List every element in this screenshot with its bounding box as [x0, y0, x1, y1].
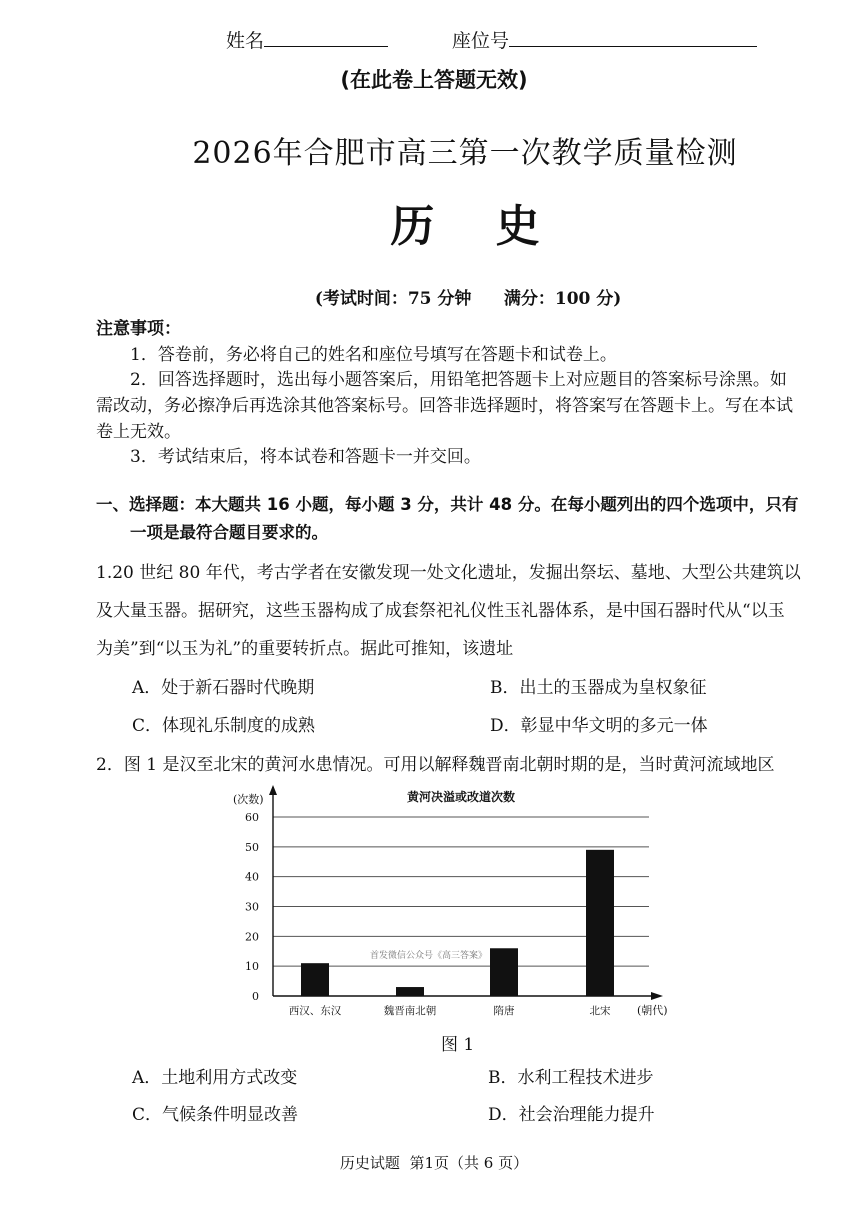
- score-info: 满分：100 分): [503, 289, 622, 309]
- y-tick-label-0: 0: [252, 990, 259, 1003]
- x-tick-label-3: 隋唐: [493, 1005, 515, 1017]
- x-tick-label-2: 魏晋南北朝: [383, 1005, 437, 1017]
- name-blank: [264, 45, 388, 47]
- time-info: (考试时间：75 分钟: [314, 289, 472, 309]
- y-tick-label-40: 40: [245, 870, 259, 884]
- y-tick-label-60: 60: [245, 811, 259, 824]
- q2-stem: 2．图 1 是汉至北宋的黄河水患情况。可用以解释魏晋南北朝时期的是，当时黄河流域地区: [96, 755, 775, 775]
- y-axis-label: (次数): [233, 793, 264, 806]
- q2-figure-caption: 图 1: [441, 1035, 475, 1055]
- subject-title: 历 史: [390, 201, 540, 252]
- bar-1: [301, 963, 329, 996]
- exam-title: 2026年合肥市高三第一次教学质量检测: [192, 136, 738, 171]
- seat-label: 座位号: [452, 30, 510, 52]
- y-tick-label-20: 20: [245, 930, 259, 944]
- page-footer: 历史试题 第1页（共 6 页）: [339, 1154, 529, 1172]
- q1-stem-1: 1.20 世纪 80 年代，考古学者在安徽发现一处文化遗址，发掘出祭坛、墓地、大型公共建筑以: [96, 563, 801, 583]
- seat-field: [452, 26, 757, 53]
- bar-2: [396, 987, 424, 996]
- watermark-text: 首发微信公众号《高三答案》: [370, 951, 488, 961]
- seat-blank: [509, 45, 757, 47]
- q2-option-b: B．水利工程技术进步: [488, 1068, 654, 1088]
- y-axis-arrow: [269, 785, 277, 795]
- notice-item-2: 2．回答选择题时，选出每小题答案后，用铅笔把答题卡上对应题目的答案标号涂黑。如: [130, 370, 787, 390]
- q1-option-b: B．出土的玉器成为皇权象征: [490, 678, 707, 698]
- name-label: 姓名: [226, 30, 265, 52]
- invalid-note: (在此卷上答题无效): [340, 68, 528, 92]
- bar-3: [490, 948, 518, 996]
- section-heading: 一、选择题：本大题共 16 小题，每小题 3 分，共计 48 分。在每小题列出的四个选项中，只有: [96, 495, 799, 514]
- q2-option-c: C．气候条件明显改善: [132, 1105, 299, 1125]
- bar-4: [586, 850, 614, 996]
- x-axis-label: (朝代): [637, 1004, 668, 1017]
- notice-item-3: 3．考试结束后，将本试卷和答题卡一并交回。: [130, 447, 481, 467]
- q2-chart: [225, 780, 685, 1030]
- q1-option-a: A．处于新石器时代晚期: [132, 678, 315, 698]
- q1-option-d: D．彰显中华文明的多元一体: [490, 716, 708, 736]
- notice-item-1: 1．答卷前，务必将自己的姓名和座位号填写在答题卡和试卷上。: [130, 345, 617, 365]
- x-tick-label-4: 北宋: [589, 1005, 611, 1017]
- notice-heading: 注意事项：: [96, 319, 181, 339]
- x-tick-label-1: 西汉、东汉: [288, 1005, 342, 1017]
- y-tick-label-50: 50: [245, 840, 259, 854]
- exam-info: [304, 264, 621, 309]
- name-field: [226, 26, 388, 53]
- notice-item-2-end: 卷上无效。: [96, 422, 181, 442]
- q2-option-d: D．社会治理能力提升: [488, 1105, 655, 1125]
- x-axis-arrow: [651, 992, 663, 1000]
- q1-stem-2: 及大量玉器。据研究，这些玉器构成了成套祭祀礼仪性玉礼器体系，是中国石器时代从“以玉: [96, 601, 785, 621]
- notice-item-2-cont: 需改动，务必擦净后再选涂其他答案标号。回答非选择题时，将答案写在答题卡上。写在本试: [96, 396, 793, 416]
- q2-option-a: A．土地利用方式改变: [132, 1068, 298, 1088]
- y-tick-label-30: 30: [245, 900, 259, 914]
- y-tick-label-10: 10: [245, 960, 259, 974]
- chart-title: 黄河决溢或改道次数: [406, 790, 516, 804]
- q1-option-c: C．体现礼乐制度的成熟: [132, 716, 316, 736]
- section-heading-cont: 一项是最符合题目要求的。: [130, 523, 328, 542]
- q1-stem-3: 为美”到“以玉为礼”的重要转折点。据此可推知，该遗址: [96, 639, 514, 659]
